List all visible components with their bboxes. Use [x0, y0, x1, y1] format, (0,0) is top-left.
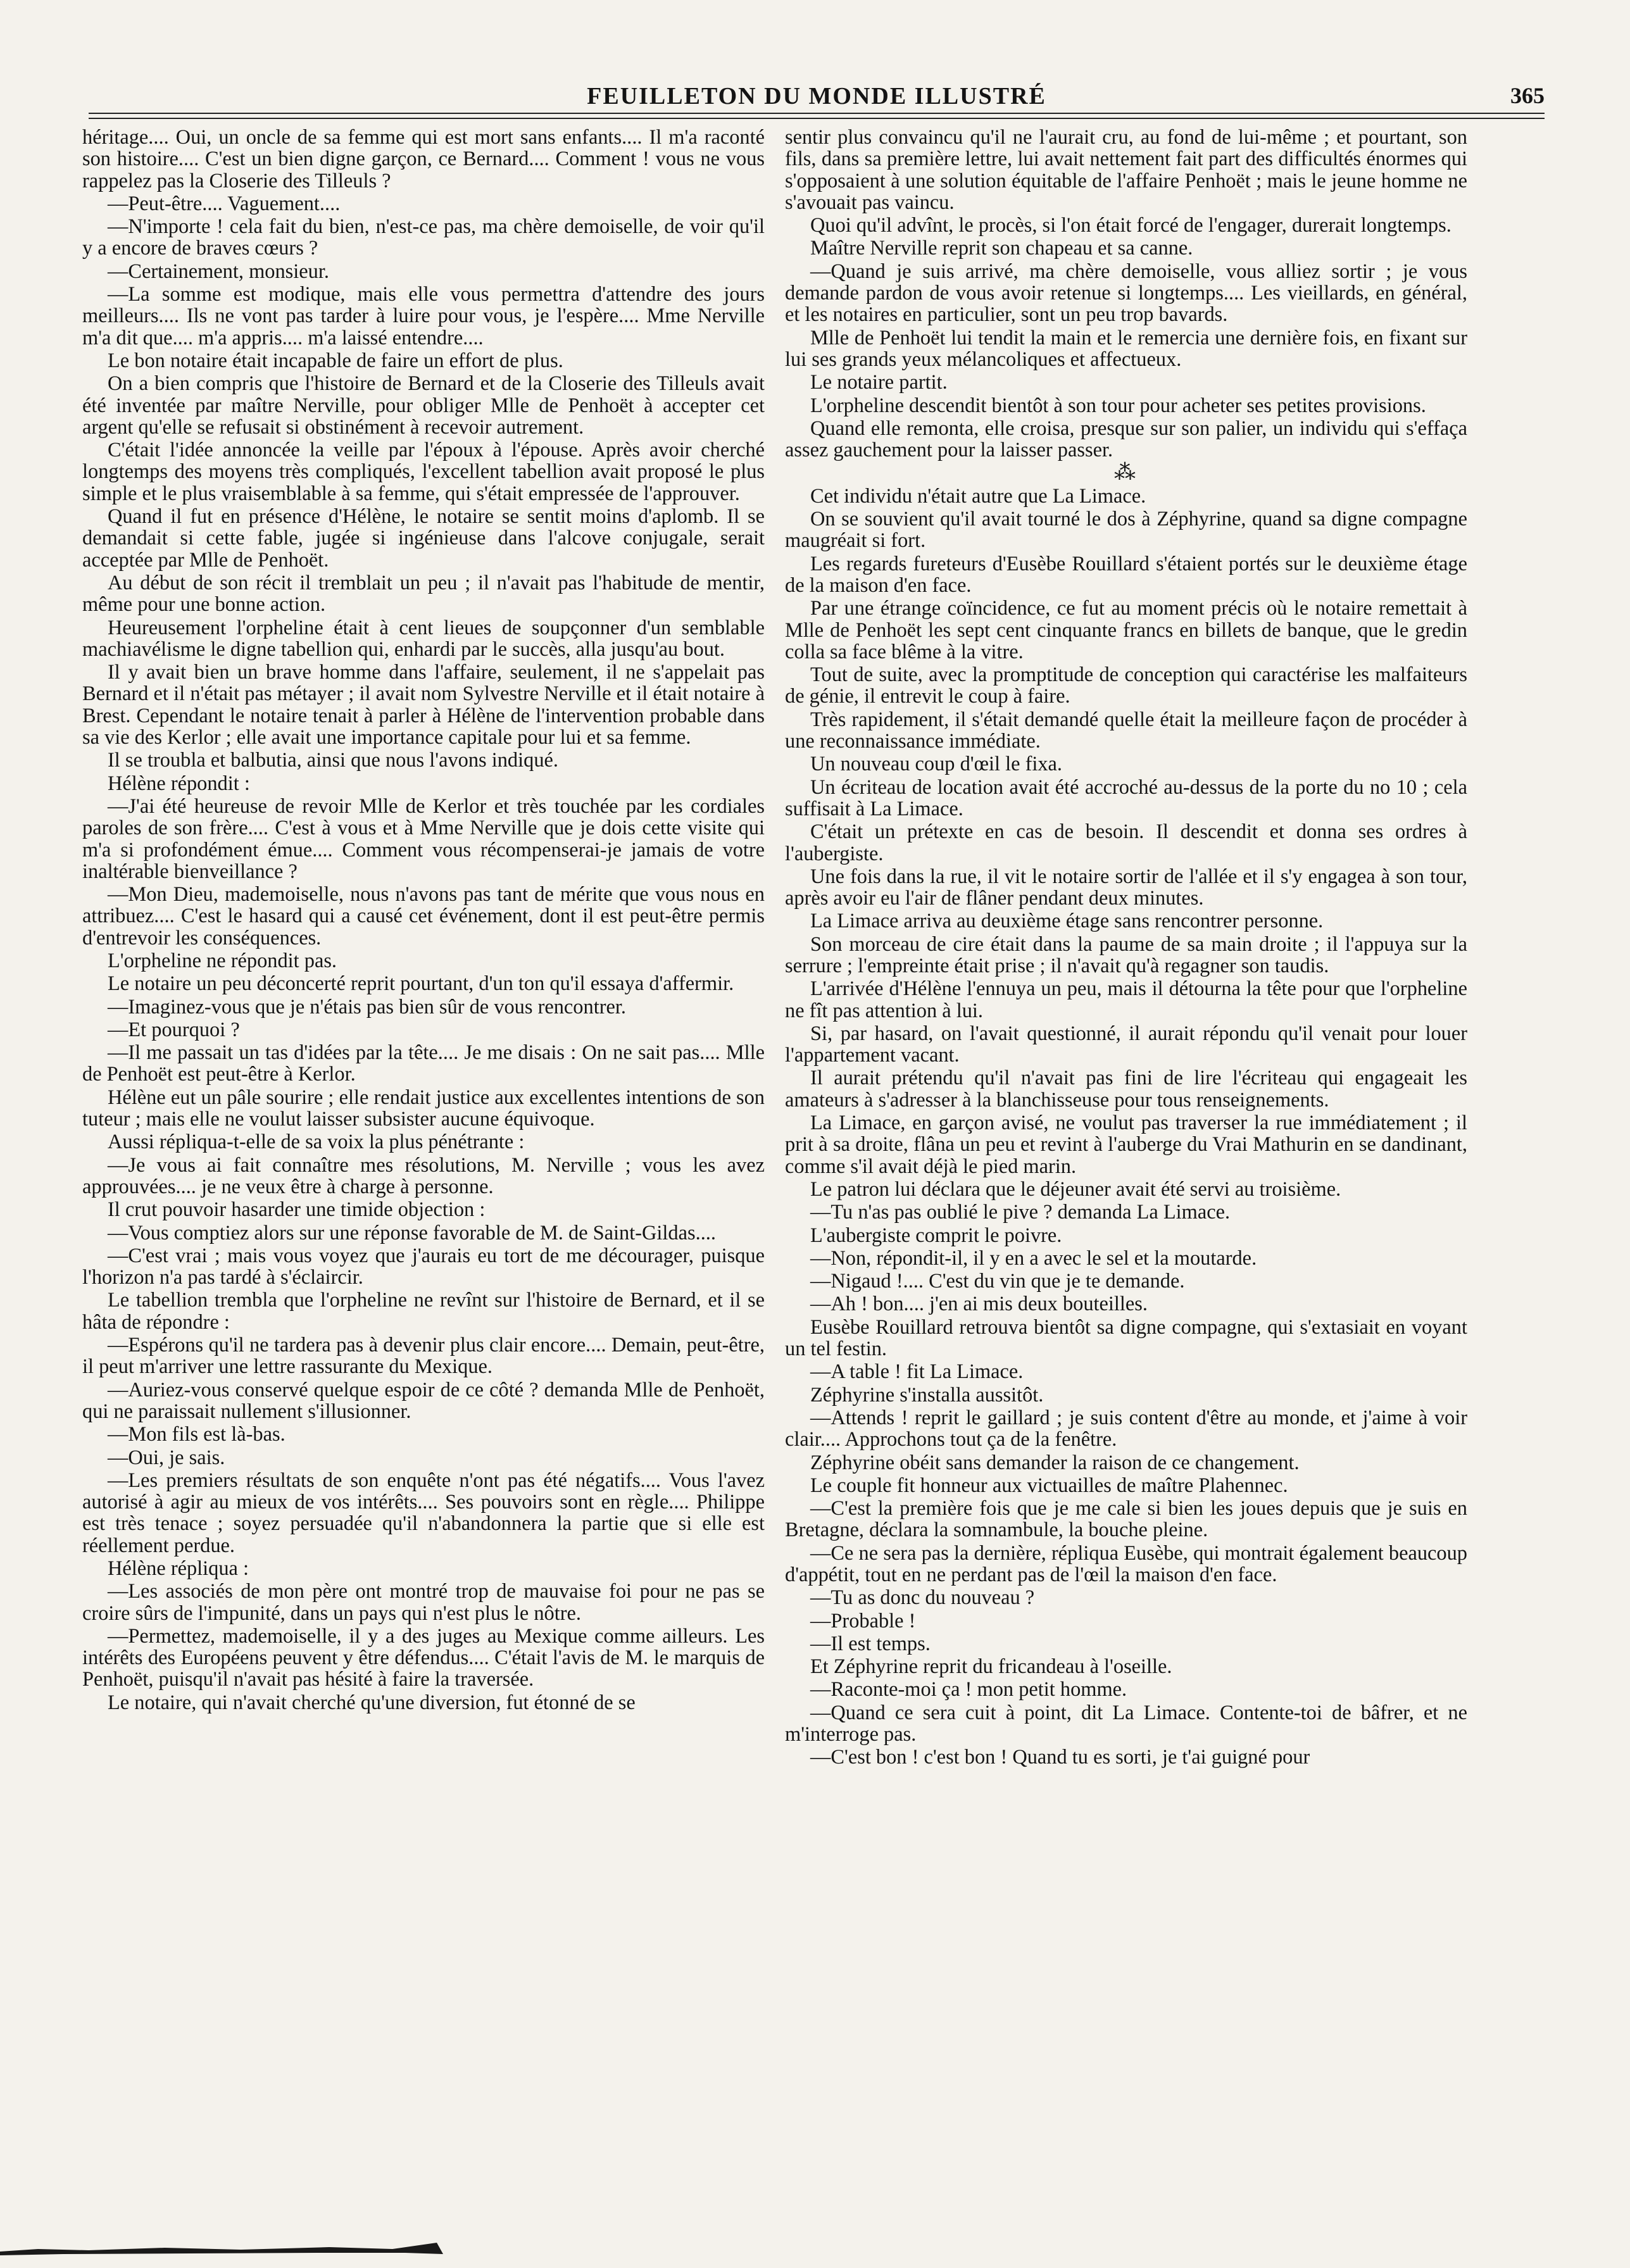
paragraph: sentir plus convaincu qu'il ne l'aurait cru, au fond de lui-même ; et pourtant, son fils, dans sa première lettre, lui avait nettement fait part des difficultés énormes qui s'opposaient à une solution équitable de l'affaire Penhoët ; mais le jeune homme ne s'avouait pas vaincu.: [785, 127, 1467, 214]
paragraph: —Tu n'as pas oublié le pive ? demanda La Limace.: [810, 1201, 1231, 1224]
paragraph: La Limace arriva au deuxième étage sans rencontrer personne.: [810, 910, 1324, 933]
paragraph: —Ah ! bon.... j'en ai mis deux bouteilles.: [810, 1293, 1148, 1316]
header-rule-bottom: [89, 118, 1545, 119]
page-header: [89, 82, 1545, 120]
paragraph: C'était l'idée annoncée la veille par l'époux à l'épouse. Après avoir cherché longtemps des moyens très compliqués, l'excellent tabellion avait proposé le plus simple et le plus vraisemblable à sa femme, qui s'était empressée de l'approuver.: [82, 439, 765, 505]
paragraph: —Espérons qu'il ne tardera pas à devenir plus clair encore.... Demain, peut-être, il peut m'arriver une lettre rassurante du Mexique.: [82, 1334, 765, 1379]
paragraph: Quand elle remonta, elle croisa, presque sur son palier, un individu qui s'effaça assez gauchement pour la laisser passer.: [785, 417, 1467, 462]
paragraph: Il se troubla et balbutia, ainsi que nous l'avons indiqué.: [108, 749, 558, 772]
paragraph: L'orpheline descendit bientôt à son tour pour acheter ses petites provisions.: [810, 394, 1426, 417]
paragraph: —Imaginez-vous que je n'étais pas bien sûr de vous rencontrer.: [108, 995, 626, 1018]
paragraph: Maître Nerville reprit son chapeau et sa canne.: [810, 237, 1193, 260]
paragraph: Hélène répliqua :: [108, 1557, 249, 1580]
paragraph: —Non, répondit-il, il y en a avec le sel et la moutarde.: [810, 1246, 1257, 1270]
paragraph: Zéphyrine s'installa aussitôt.: [810, 1383, 1044, 1407]
paragraph: Hélène eut un pâle sourire ; elle rendait justice aux excellentes intentions de son tuteur ; mais elle ne voulut laisser subsister aucune équivoque.: [82, 1086, 765, 1131]
paragraph: —C'est vrai ; mais vous voyez que j'aurais eu tort de me décourager, puisque l'horizon n'a pas tardé à s'éclaircir.: [82, 1244, 765, 1289]
paragraph: —Les premiers résultats de son enquête n'ont pas été négatifs.... Vous l'avez autorisé à agir au mieux de vos intérêts.... Ses pouvoirs sont en règle.... Philippe est très tenace ; soyez persuadée qu'il n'abandonnera la partie que si elle est réellement perdue.: [82, 1469, 765, 1557]
paragraph: Hélène répondit :: [108, 772, 250, 795]
paragraph: On a bien compris que l'histoire de Bernard et de la Closerie des Tilleuls avait été inventée par maître Nerville, pour obliger Mlle de Penhoët à accepter cet argent qu'elle se refusait si obstinément à recevoir autrement.: [82, 372, 765, 439]
paragraph: L'aubergiste comprit le poivre.: [810, 1224, 1062, 1247]
paragraph: Un nouveau coup d'œil le fixa.: [810, 753, 1063, 776]
right-column-top: [785, 127, 1467, 461]
paragraph: —Permettez, mademoiselle, il y a des juges au Mexique comme ailleurs. Les intérêts des Européens peuvent y être défendus.... C'était l'avis de M. le marquis de Penhoët, puisqu'il n'avait pas hésité à faire la traversée.: [82, 1624, 765, 1691]
paragraph: —Vous comptiez alors sur une réponse favorable de M. de Saint-Gildas....: [108, 1221, 716, 1244]
paragraph: Il y avait bien un brave homme dans l'affaire, seulement, il ne s'appelait pas Bernard et il n'était pas métayer ; il avait nom Sylvestre Nerville et il était notaire à Brest. Cependant le notaire tenait à parler à Hélène de l'intervention probable dans sa vie des Kerlor ; elle avait une importance capitale pour lui et sa femme.: [82, 661, 765, 749]
paragraph: —La somme est modique, mais elle vous permettra d'attendre des jours meilleurs.... Ils ne vont pas tarder à luire pour vous, je l'espère.... Mme Nerville m'a dit que.... m'a appris.... m'a laissé entendre....: [82, 283, 765, 349]
paragraph: —Nigaud !.... C'est du vin que je te demande.: [810, 1270, 1185, 1293]
paragraph: —Attends ! reprit le gaillard ; je suis content d'être au monde, et j'aime à voir clair.... Approchons tout ça de la fenêtre.: [785, 1406, 1467, 1451]
paragraph: Et Zéphyrine reprit du fricandeau à l'oseille.: [810, 1655, 1172, 1679]
left-column: [82, 127, 765, 2203]
paragraph: Une fois dans la rue, il vit le notaire sortir de l'allée et il s'y engagea à son tour, après avoir eu l'air de flâner pendant deux minutes.: [785, 865, 1467, 910]
paragraph: Un écriteau de location avait été accroché au-dessus de la porte du no 10 ; cela suffisait à La Limace.: [785, 775, 1467, 820]
paragraph: —Auriez-vous conservé quelque espoir de ce côté ? demanda Mlle de Penhoët, qui ne paraissait nullement s'illusionner.: [82, 1378, 765, 1423]
paragraph: —J'ai été heureuse de revoir Mlle de Kerlor et très touchée par les cordiales paroles de son frère.... C'est à vous et à Mme Nerville que je dois cette visite qui m'a si profondément émue.... Comment vous récompenserai-je jamais de votre inaltérable bienveillance ?: [82, 794, 765, 883]
paragraph: —Et pourquoi ?: [108, 1018, 240, 1041]
paragraph: Zéphyrine obéit sans demander la raison de ce changement.: [810, 1451, 1300, 1474]
section-break-asterism: ⁂: [1114, 461, 1138, 485]
paragraph: Le notaire, qui n'avait cherché qu'une diversion, fut étonné de se: [108, 1691, 636, 1714]
paragraph: Au début de son récit il tremblait un peu ; il n'avait pas l'habitude de mentir, même pour une bonne action.: [82, 571, 765, 617]
paragraph: Son morceau de cire était dans la paume de sa main droite ; il l'appuya sur la serrure ; l'empreinte était prise ; il n'avait qu'à regagner son taudis.: [785, 932, 1467, 977]
paragraph: —Oui, je sais.: [108, 1446, 225, 1469]
paragraph: L'arrivée d'Hélène l'ennuya un peu, mais il détourna la tête pour que l'orpheline ne fît pas attention à lui.: [785, 977, 1467, 1022]
paragraph: Le tabellion trembla que l'orpheline ne revînt sur l'histoire de Bernard, et il se hâta de répondre :: [82, 1289, 765, 1334]
paragraph: Le bon notaire était incapable de faire un effort de plus.: [108, 349, 563, 372]
paragraph: Les regards fureteurs d'Eusèbe Rouillard s'étaient portés sur le deuxième étage de la maison d'en face.: [785, 552, 1467, 597]
paragraph: Le patron lui déclara que le déjeuner avait été servi au troisième.: [810, 1177, 1341, 1201]
paragraph: —Il me passait un tas d'idées par la tête.... Je me disais : On ne sait pas.... Mlle de Penhoët est peut-être à Kerlor.: [82, 1041, 765, 1086]
scan-edge-mark: [0, 2240, 456, 2257]
paragraph: —Les associés de mon père ont montré trop de mauvaise foi pour ne pas se croire sûrs de l'impunité, dans un pays qui n'est plus le nôtre.: [82, 1580, 765, 1625]
running-title: FEUILLETON DU MONDE ILLUSTRÉ: [587, 83, 1046, 110]
paragraph: Cet individu n'était autre que La Limace.: [810, 484, 1146, 508]
paragraph: Quand il fut en présence d'Hélène, le notaire se sentit moins d'aplomb. Il se demandait si cette fable, jugée si ingénieuse dans l'alcove conjugale, serait acceptée par Mlle de Penhoët.: [82, 505, 765, 572]
paragraph: —Raconte-moi ça ! mon petit homme.: [810, 1678, 1127, 1701]
right-column: [785, 127, 1467, 2203]
paragraph: —Quand ce sera cuit à point, dit La Limace. Contente-toi de bâfrer, et ne m'interroge pas.: [785, 1701, 1467, 1746]
paragraph: Mlle de Penhoët lui tendit la main et le remercia une dernière fois, en fixant sur lui ses grands yeux mélancoliques et affectueux.: [785, 326, 1467, 371]
paragraph: L'orpheline ne répondit pas.: [108, 949, 337, 972]
paragraph: —C'est la première fois que je me cale si bien les joues depuis que je suis en Bretagne, déclara la somnambule, la bouche pleine.: [785, 1497, 1467, 1542]
paragraph: Très rapidement, il s'était demandé quelle était la meilleure façon de procéder à une reconnaissance immédiate.: [785, 708, 1467, 753]
paragraph: —Probable !: [810, 1609, 916, 1632]
paragraph: —Ce ne sera pas la dernière, répliqua Eusèbe, qui montrait également beaucoup d'appétit, tout en ne perdant pas de l'œil la maison d'en face.: [785, 1541, 1467, 1586]
paragraph: Quoi qu'il advînt, le procès, si l'on était forcé de l'engager, durerait longtemps.: [810, 214, 1451, 237]
right-column-bottom: [785, 486, 1467, 1769]
paragraph: Eusèbe Rouillard retrouva bientôt sa digne compagne, qui s'extasiait en voyant un tel festin.: [785, 1315, 1467, 1361]
paragraph: —A table ! fit La Limace.: [810, 1360, 1024, 1384]
paragraph: Il aurait prétendu qu'il n'avait pas fini de lire l'écriteau qui engageait les amateurs à s'adresser à la blanchisseuse pour tous renseignements.: [785, 1067, 1467, 1112]
paragraph: On se souvient qu'il avait tourné le dos à Zéphyrine, quand sa digne compagne maugréait si fort.: [785, 508, 1467, 553]
page-number: 365: [1510, 83, 1545, 108]
header-rule-top: [89, 113, 1545, 114]
paragraph: héritage.... Oui, un oncle de sa femme qui est mort sans enfants.... Il m'a raconté son histoire.... C'est un bien digne garçon, ce Bernard.... Comment ! vous ne vous rappelez pas la Closerie des Tilleuls ?: [82, 127, 765, 192]
paragraph: —N'importe ! cela fait du bien, n'est-ce pas, ma chère demoiselle, de voir qu'il y a encore de braves cœurs ?: [82, 215, 765, 260]
paragraph: Il crut pouvoir hasarder une timide objection :: [108, 1198, 486, 1222]
paragraph: Heureusement l'orpheline était à cent lieues de soupçonner d'un semblable machiavélisme le digne tabellion qui, enhardi par le succès, alla jusqu'au bout.: [82, 616, 765, 661]
paragraph: —Je vous ai fait connaître mes résolutions, M. Nerville ; vous les avez approuvées.... je ne veux être à charge à personne.: [82, 1153, 765, 1198]
paragraph: —C'est bon ! c'est bon ! Quand tu es sorti, je t'ai guigné pour: [810, 1746, 1310, 1769]
paragraph: —Mon Dieu, mademoiselle, nous n'avons pas tant de mérite que vous nous en attribuez.... C'est le hasard qui a causé cet événement, dont il est peut-être permis d'entrevoir les conséquences.: [82, 883, 765, 949]
paragraph: Aussi répliqua-t-elle de sa voix la plus pénétrante :: [108, 1131, 525, 1154]
paragraph: —Certainement, monsieur.: [108, 260, 329, 283]
paragraph: Le couple fit honneur aux victuailles de maître Plahennec.: [810, 1474, 1288, 1497]
paragraph: —Quand je suis arrivé, ma chère demoiselle, vous alliez sortir ; je vous demande pardon de vous avoir retenue si longtemps.... Les vieillards, en général, et les notaires en particulier, sont un peu trop bavards.: [785, 260, 1467, 327]
paragraph: —Tu as donc du nouveau ?: [810, 1586, 1035, 1610]
paragraph: Par une étrange coïncidence, ce fut au moment précis où le notaire remettait à Mlle de Penhoët les sept cent cinquante francs en billets de banque, que le gredin colla sa face blême à la vitre.: [785, 597, 1467, 663]
paragraph: —Peut-être.... Vaguement....: [108, 192, 341, 215]
paragraph: —Mon fils est là-bas.: [108, 1423, 285, 1446]
paragraph: —Il est temps.: [810, 1632, 931, 1655]
paragraph: C'était un prétexte en cas de besoin. Il descendit et donna ses ordres à l'aubergiste.: [785, 820, 1467, 865]
paragraph: Si, par hasard, on l'avait questionné, il aurait répondu qu'il venait pour louer l'appartement vacant.: [785, 1022, 1467, 1067]
paragraph: Tout de suite, avec la promptitude de conception qui caractérise les malfaiteurs de génie, il entrevit le coup à faire.: [785, 663, 1467, 708]
paragraph: Le notaire un peu déconcerté reprit pourtant, d'un ton qu'il essaya d'affermir.: [108, 972, 734, 996]
paragraph: Le notaire partit.: [810, 371, 948, 394]
paragraph: La Limace, en garçon avisé, ne voulut pas traverser la rue immédiatement ; il prit à sa droite, flâna un peu et revint à l'auberge du Vrai Mathurin en se dandinant, comme s'il avait déjà le pied marin.: [785, 1112, 1467, 1178]
